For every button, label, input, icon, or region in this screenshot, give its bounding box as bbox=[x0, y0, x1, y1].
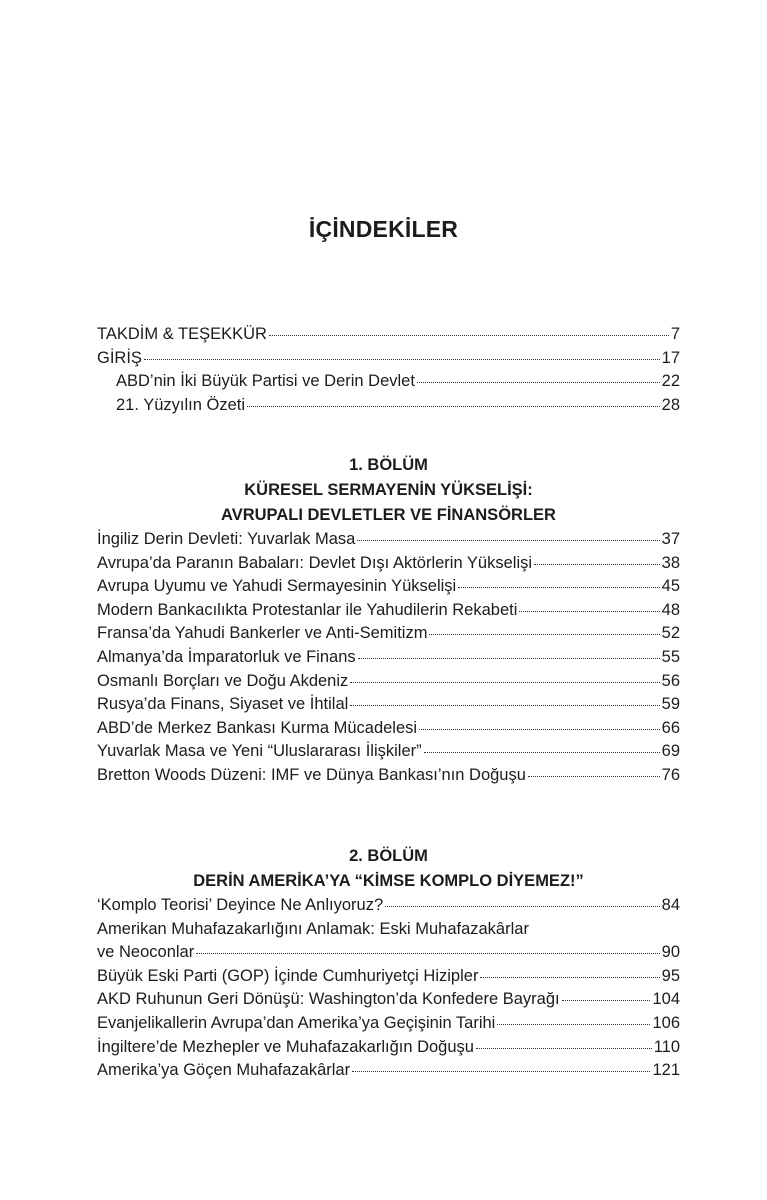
dot-leader bbox=[534, 564, 660, 565]
toc-entry bbox=[97, 575, 680, 599]
dot-leader bbox=[247, 406, 660, 407]
toc-entry-title: Büyük Eski Parti (GOP) İçinde Cumhuriyetçi Hizipler bbox=[97, 966, 479, 985]
toc-page-number: 22 bbox=[661, 372, 680, 391]
toc-entry-title: ‘Komplo Teorisi’ Deyince Ne Anlıyoruz? bbox=[97, 896, 384, 914]
toc-page-number: 90 bbox=[661, 943, 680, 962]
toc-page-number: 45 bbox=[661, 577, 680, 596]
toc-section-2 bbox=[97, 844, 680, 1083]
toc-entry bbox=[97, 347, 680, 371]
toc-page-number: 17 bbox=[661, 348, 680, 367]
toc-entry bbox=[97, 370, 680, 394]
toc-entry bbox=[97, 988, 680, 1012]
toc-entry-title: Osmanlı Borçları ve Doğu Akdeniz bbox=[97, 671, 349, 690]
toc-entry bbox=[97, 693, 680, 717]
toc-entry-title: Evanjelikallerin Avrupa’dan Amerika’ya Geçişinin Tarihi bbox=[97, 1013, 496, 1032]
section-title: AVRUPALI DEVLETLER VE FİNANSÖRLER bbox=[221, 506, 556, 524]
toc-page-number: 56 bbox=[661, 671, 680, 690]
dot-leader bbox=[350, 705, 659, 706]
toc-entry-title: 21. Yüzyılın Özeti bbox=[116, 395, 246, 414]
toc-page-number: 110 bbox=[653, 1037, 680, 1056]
section-number: 2. BÖLÜM bbox=[349, 847, 428, 865]
toc-entry bbox=[97, 552, 680, 576]
toc-entry-title: TAKDİM & TEŞEKKÜR bbox=[97, 325, 267, 343]
dot-leader bbox=[352, 1071, 650, 1072]
page-title: İÇİNDEKİLER bbox=[308, 216, 459, 242]
dot-leader bbox=[528, 776, 660, 777]
toc-entry-title: ABD’nin İki Büyük Partisi ve Derin Devlet bbox=[116, 372, 415, 391]
dot-leader bbox=[424, 752, 660, 753]
toc-entry bbox=[97, 1059, 680, 1083]
toc-entry bbox=[97, 894, 680, 918]
toc-page-number: 95 bbox=[661, 966, 680, 985]
toc-entry bbox=[97, 670, 680, 694]
toc-entry-title: İngiliz Derin Devleti: Yuvarlak Masa bbox=[97, 530, 356, 548]
dot-leader bbox=[357, 540, 659, 541]
dot-leader bbox=[144, 359, 660, 360]
dot-leader bbox=[480, 977, 659, 978]
toc-entry-title: Bretton Woods Düzeni: IMF ve Dünya Bankası’nın Doğuşu bbox=[97, 765, 526, 784]
toc-entry-title: Yuvarlak Masa ve Yeni “Uluslararası İlişkiler” bbox=[97, 742, 422, 761]
toc-entry bbox=[97, 941, 680, 965]
toc-entry-title: GİRİŞ bbox=[97, 348, 142, 367]
toc-entry-title: Fransa’da Yahudi Bankerler ve Anti-Semitizm bbox=[97, 624, 428, 643]
toc-section-1 bbox=[97, 453, 680, 788]
toc-entry bbox=[97, 717, 680, 741]
dot-leader bbox=[429, 634, 659, 635]
toc-page-number: 76 bbox=[661, 765, 680, 784]
toc-entry-title-continuation: ve Neoconlar bbox=[97, 943, 195, 962]
toc-page-number: 104 bbox=[652, 990, 680, 1009]
dot-leader bbox=[417, 382, 660, 383]
dot-leader bbox=[269, 335, 669, 336]
dot-leader bbox=[350, 682, 659, 683]
toc-entry bbox=[97, 965, 680, 989]
dot-leader bbox=[458, 587, 659, 588]
section-title: DERİN AMERİKA’YA “KİMSE KOMPLO DİYEMEZ!” bbox=[193, 872, 584, 890]
toc-entry-title: Modern Bankacılıkta Protestanlar ile Yahudilerin Rekabeti bbox=[97, 600, 518, 619]
toc-entry-title: ABD’de Merkez Bankası Kurma Mücadelesi bbox=[97, 718, 418, 737]
toc-front-matter bbox=[97, 323, 680, 417]
toc-page-number: 84 bbox=[661, 896, 680, 914]
toc-entry bbox=[97, 394, 680, 418]
toc-entry bbox=[97, 622, 680, 646]
toc-entry bbox=[97, 764, 680, 788]
toc-entry-title: Avrupa’da Paranın Babaları: Devlet Dışı Aktörlerin Yükselişi bbox=[97, 553, 533, 572]
dot-leader bbox=[476, 1048, 652, 1049]
toc-page-number: 38 bbox=[661, 553, 680, 572]
toc-page-number: 7 bbox=[670, 325, 680, 343]
toc-entry-title: AKD Ruhunun Geri Dönüşü: Washington’da Konfedere Bayrağı bbox=[97, 990, 560, 1009]
toc-entry bbox=[97, 646, 680, 670]
toc-entry-title: Amerikan Muhafazakarlığını Anlamak: Eski Muhafazakârlar bbox=[97, 919, 529, 938]
toc-entry bbox=[97, 323, 680, 347]
toc-page-number: 52 bbox=[661, 624, 680, 643]
toc-entry-title: Almanya’da İmparatorluk ve Finans bbox=[97, 647, 356, 666]
toc-page-number: 69 bbox=[661, 742, 680, 761]
toc-page-number: 48 bbox=[661, 600, 680, 619]
toc-page-number: 66 bbox=[661, 718, 680, 737]
toc-page-number: 59 bbox=[661, 695, 680, 714]
toc-page-number: 37 bbox=[661, 530, 680, 548]
toc-entry-title: Avrupa Uyumu ve Yahudi Sermayesinin Yükselişi bbox=[97, 577, 457, 596]
toc-entry bbox=[97, 1012, 680, 1036]
toc-entry bbox=[97, 740, 680, 764]
dot-leader bbox=[358, 658, 660, 659]
dot-leader bbox=[519, 611, 659, 612]
toc-entry-title: Amerika’ya Göçen Muhafazakârlar bbox=[97, 1061, 351, 1080]
dot-leader bbox=[497, 1024, 650, 1025]
toc-entry bbox=[97, 1036, 680, 1060]
dot-leader bbox=[196, 953, 659, 954]
dot-leader bbox=[562, 1000, 651, 1001]
toc-entry bbox=[97, 528, 680, 552]
section-title: KÜRESEL SERMAYENİN YÜKSELİŞİ: bbox=[244, 481, 533, 499]
dot-leader bbox=[419, 729, 660, 730]
toc-page-number: 28 bbox=[661, 395, 680, 414]
toc-entry-title: İngiltere’de Mezhepler ve Muhafazakarlığın Doğuşu bbox=[97, 1037, 474, 1056]
toc-page-number: 121 bbox=[652, 1061, 680, 1080]
toc-entry bbox=[97, 599, 680, 623]
toc-page-number: 55 bbox=[661, 647, 680, 666]
toc-page-number: 106 bbox=[652, 1013, 680, 1032]
section-number: 1. BÖLÜM bbox=[349, 456, 428, 474]
dot-leader bbox=[385, 906, 660, 907]
toc-entry-title: Rusya’da Finans, Siyaset ve İhtilal bbox=[97, 695, 349, 714]
